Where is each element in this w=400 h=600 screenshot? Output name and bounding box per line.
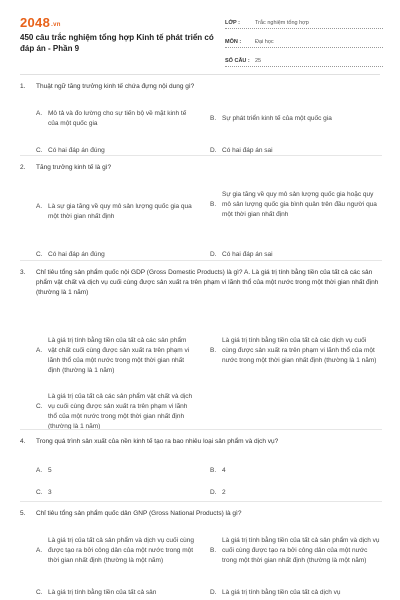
option-letter: A. — [36, 467, 43, 474]
option-letter: D. — [210, 147, 217, 154]
option-a[interactable] — [36, 536, 196, 566]
option-text: 3 — [48, 489, 52, 496]
option-b[interactable] — [210, 114, 382, 124]
logo-text: 2048 — [20, 15, 51, 30]
options — [36, 92, 382, 154]
option-letter: A. — [36, 347, 43, 354]
meta-row-class — [225, 12, 383, 29]
option-b[interactable] — [210, 466, 382, 476]
option-letter: A. — [36, 547, 43, 554]
option-text: 2 — [222, 489, 226, 496]
option-letter: C. — [36, 147, 43, 154]
option-letter: D. — [210, 489, 217, 496]
question-divider — [20, 155, 382, 156]
option-letter: B. — [210, 467, 217, 474]
option-b[interactable] — [210, 536, 382, 566]
option-letter: A. — [36, 110, 43, 117]
meta-row-subject — [225, 31, 383, 48]
question-text — [20, 268, 382, 298]
option-b[interactable] — [210, 190, 382, 220]
option-text: Là giá trị của tất cả các sản phẩm vật chất và dịch vụ cuối cùng được sản xuất ra trên phạm vi lãnh thổ của một nước trong một thời gian nhất định (thường là 1 năm) — [48, 393, 193, 430]
option-a[interactable] — [36, 109, 196, 129]
option-letter: D. — [210, 251, 217, 258]
option-text: Mô tả và đo lường cho sự tiến bộ về mặt kinh tế của một quốc gia — [48, 110, 187, 127]
option-b[interactable] — [210, 336, 382, 366]
document-meta — [225, 12, 383, 69]
option-text: Có hai đáp án đúng — [48, 251, 105, 258]
option-a[interactable] — [36, 202, 196, 222]
question-text — [20, 437, 382, 447]
meta-label: MÔN : — [225, 39, 242, 45]
option-text: 4 — [222, 467, 226, 474]
question-body: Chỉ tiêu tổng sản phẩm quốc dân GNP (Gross National Products) là gì? — [36, 510, 242, 517]
question-5 — [20, 509, 382, 596]
question-2 — [20, 163, 382, 258]
question-number: 2. — [20, 164, 26, 171]
question-divider — [20, 260, 382, 261]
option-letter: B. — [210, 115, 217, 122]
meta-label: LỚP : — [225, 20, 240, 26]
question-text — [20, 163, 382, 173]
option-letter: C. — [36, 589, 43, 596]
meta-value: 25 — [255, 58, 262, 64]
logo-suffix: .vn — [51, 22, 61, 28]
option-text: Có hai đáp án sai — [222, 251, 273, 258]
question-3 — [20, 268, 382, 430]
option-d[interactable] — [210, 588, 382, 598]
option-letter: D. — [210, 589, 217, 596]
option-text: Có hai đáp án sai — [222, 147, 273, 154]
option-c[interactable] — [36, 488, 196, 498]
option-text: Có hai đáp án đúng — [48, 147, 105, 154]
option-letter: A. — [36, 203, 43, 210]
meta-value: Đại học — [255, 39, 274, 45]
option-text: Là giá trị tính bằng tiền của tất cả các dịch vụ cuối cùng được sản xuất ra trên phạm vi lãnh thổ của một nước trong một thời gian nhất định (thường là 1 năm) — [222, 337, 377, 364]
option-c[interactable] — [36, 588, 196, 598]
option-text: Sự gia tăng về quy mô sản lượng quốc gia hoặc quy mô sản lượng quốc gia bình quân trên đầu người qua một thời gian nhất định — [222, 191, 377, 218]
question-text — [20, 82, 382, 92]
option-d[interactable] — [210, 250, 382, 260]
option-text: Sự phát triển kinh tế của một quốc gia — [222, 115, 332, 122]
option-letter: B. — [210, 347, 217, 354]
option-text: Là sự gia tăng về quy mô sản lượng quốc gia qua một thời gian nhất định — [48, 203, 192, 220]
option-text: Là giá trị tính bằng tiền của tất cả các sản phẩm vật chất cuối cùng được sản xuất ra trên phạm vi lãnh thổ của một nước trong một thời gian nhất định (thường là 1 năm) — [48, 337, 190, 374]
document-header — [0, 0, 400, 68]
option-letter: C. — [36, 403, 43, 410]
question-text — [20, 509, 382, 519]
header-divider — [20, 74, 380, 75]
question-body: Chỉ tiêu tổng sản phẩm quốc nội GDP (Gross Domestic Products) là gì? A. Là giá trị tính bằng tiền của tất cả các sản phẩm vật chất và dịch vụ cuối cùng được sản xuất ra trên phạm vi lãnh thổ của một nước trong một thời gian nhất định (thường là 1 năm) — [36, 269, 379, 296]
option-text: 5 — [48, 467, 52, 474]
option-letter: C. — [36, 251, 43, 258]
option-text: Là giá trị tính bằng tiền của tất cả sản phẩm và dịch vụ cuối cùng được tạo ra bởi công dân của một nước trong một thời gian nhất định (thường là một năm) — [222, 537, 380, 564]
option-letter: C. — [36, 489, 43, 496]
meta-row-count — [225, 50, 383, 67]
question-divider — [20, 429, 382, 430]
question-body: Tăng trưởng kinh tế là gì? — [36, 164, 112, 171]
question-divider — [20, 501, 382, 502]
meta-label: SỐ CÂU : — [225, 58, 250, 64]
question-body: Thuật ngữ tăng trưởng kinh tế chứa đựng nội dung gì? — [36, 83, 195, 90]
question-4 — [20, 437, 382, 496]
meta-value: Trắc nghiệm tổng hợp — [255, 20, 309, 26]
site-logo[interactable] — [20, 15, 61, 30]
option-d[interactable] — [210, 488, 382, 498]
option-text: Là giá trị tính bằng tiền của tất cả sản — [48, 589, 157, 596]
option-c[interactable] — [36, 392, 196, 432]
option-a[interactable] — [36, 336, 196, 376]
question-number: 4. — [20, 438, 26, 445]
option-text: Là giá trị tính bằng tiền của tất cả dịch vụ — [222, 589, 341, 596]
option-c[interactable] — [36, 250, 196, 260]
option-letter: B. — [210, 547, 217, 554]
question-1 — [20, 82, 382, 154]
question-number: 3. — [20, 269, 26, 276]
question-body: Trong quá trình sản xuất của nền kinh tế tạo ra bao nhiêu loại sản phẩm và dịch vụ? — [36, 438, 279, 445]
option-a[interactable] — [36, 466, 196, 476]
question-number: 1. — [20, 83, 26, 90]
question-number: 5. — [20, 510, 26, 517]
option-text: Là giá trị của tất cả sản phẩm và dịch vụ cuối cùng được tạo ra bởi công dân của một nước trong một thời gian nhất định (thường là một năm) — [48, 537, 194, 564]
document-title: 450 câu trắc nghiệm tổng hợp Kinh tế phát triển có đáp án - Phần 9 — [20, 33, 214, 53]
option-letter: B. — [210, 201, 217, 208]
